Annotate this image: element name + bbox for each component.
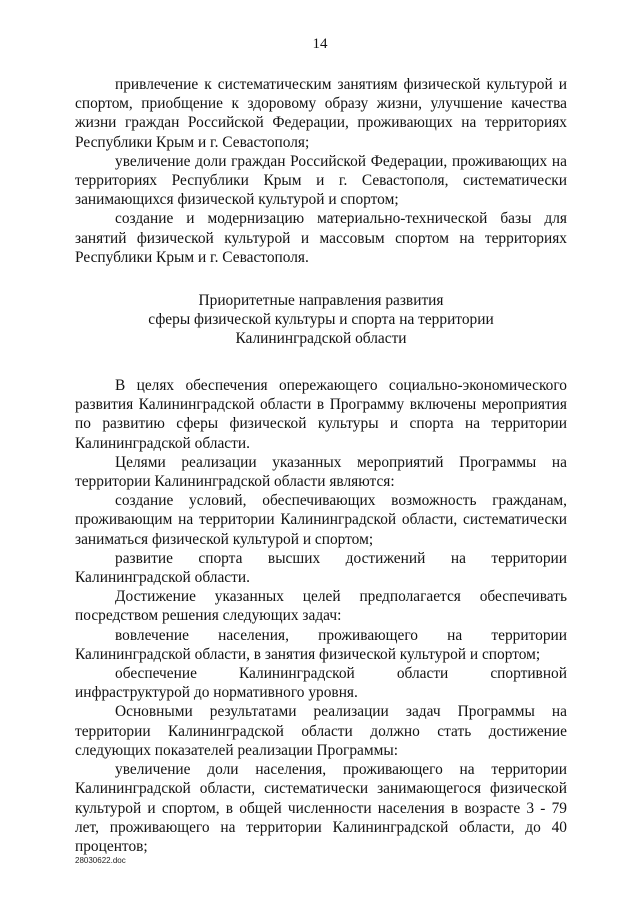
paragraph: Основными результатами реализации задач Программы на территории Калининградской области должно стать достижение следующих показателей реализации Программы: (75, 703, 567, 759)
footer-filename: 28030622.doc (75, 856, 126, 865)
paragraph: вовлечение населения, проживающего на территории Калининградской области, в занятия физической культурой и спортом; (75, 626, 567, 663)
paragraph: развитие спорта высших достижений на территории Калининградской области. (75, 549, 567, 587)
section-heading (75, 291, 567, 348)
document-body (75, 75, 567, 856)
page-number: 14 (312, 36, 328, 52)
section-heading-line: Приоритетные направления развития (198, 292, 444, 310)
paragraph: Целями реализации указанных мероприятий Программы на территории Калининградской области являются: (75, 453, 567, 491)
section-heading-line: Калининградской области (235, 330, 407, 348)
paragraph: Достижение указанных целей предполагается обеспечивать посредством решения следующих задач: (75, 588, 567, 625)
paragraph: создание и модернизацию материально-технической базы для занятий физической культурой и массовым спортом на территориях Республики Крым и г. Севастополя. (75, 210, 567, 266)
paragraph: увеличение доли населения, проживающего на территории Калининградской области, систематически занимающегося физической культурой и спортом, в общей численности населения в возрасте 3 - 79 лет, проживающего на территории Калининградской области, до 40 процентов; (75, 761, 567, 855)
section-heading-line: сферы физической культуры и спорта на территории (148, 311, 494, 329)
paragraph: обеспечение Калининградской области спортивной инфраструктурой до нормативного уровня. (75, 665, 567, 702)
paragraph: создание условий, обеспечивающих возможность гражданам, проживающим на территории Калининградской области, систематически заниматься физической культурой и спортом; (75, 492, 567, 548)
paragraph: привлечение к систематическим занятиям физической культурой и спортом, приобщение к здоровому образу жизни, улучшение качества жизни граждан Российской Федерации, проживающих на территориях Республики Крым и г. Севастополя; (75, 76, 567, 151)
paragraph: увеличение доли граждан Российской Федерации, проживающих на территориях Республики Крым и г. Севастополя, систематически занимающихся физической культурой и спортом; (75, 152, 567, 209)
paragraph: В целях обеспечения опережающего социально-экономического развития Калининградской области в Программу включены мероприятия по развитию сферы физической культуры и спорта на территории Калининградской области. (75, 377, 567, 452)
